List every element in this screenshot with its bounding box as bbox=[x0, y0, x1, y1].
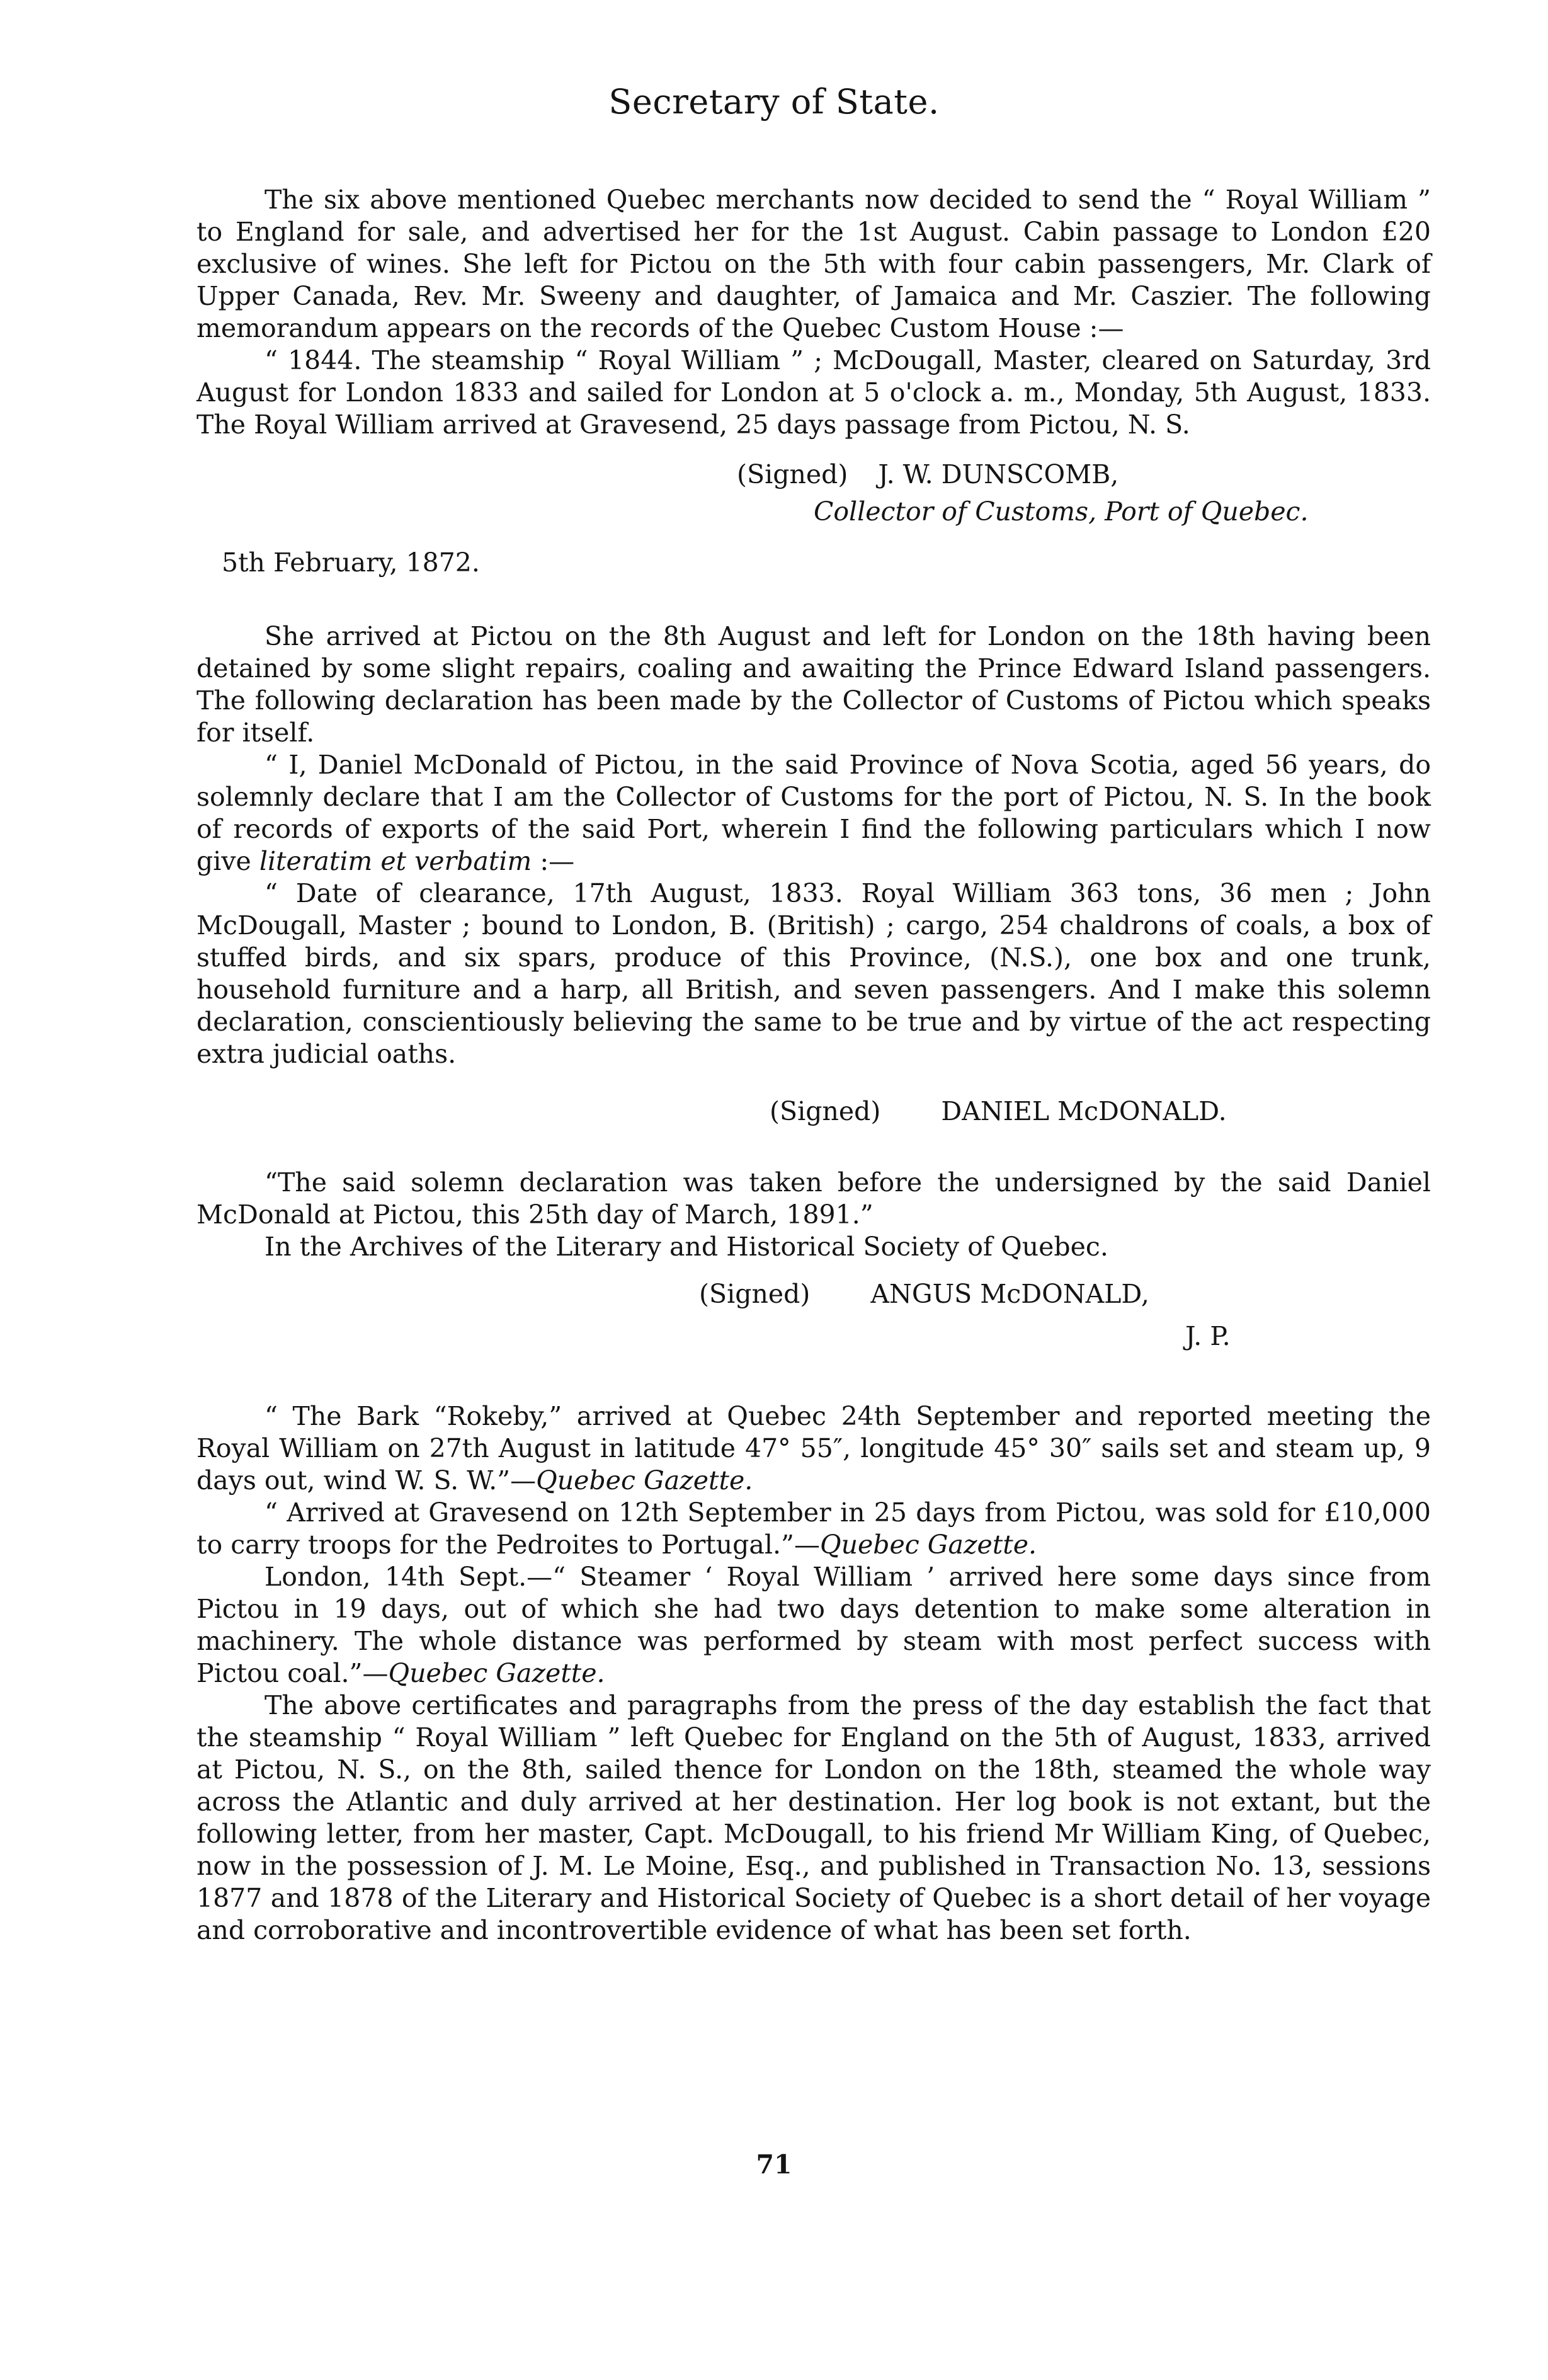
paragraph-pictou-arrival: She arrived at Pictou on the 8th August and left for London on the 18th having been detained by some slight repairs, coaling and awaiting the Prince Edward Island passengers. The following declaration has been made by the Collector of Customs of Pictou which speaks for itself. bbox=[196, 621, 1431, 748]
page-number: 71 bbox=[756, 2149, 792, 2180]
document-date: 5th February, 1872. bbox=[222, 547, 480, 578]
paragraph-london-report bbox=[196, 1561, 1431, 1690]
signature-angus-mcdonald bbox=[699, 1278, 1431, 1310]
paragraph-clearance-record: “ Date of clearance, 17th August, 1833. Royal William 363 tons, 36 men ; John McDougall, Master ; bound to London, B. (British) ; cargo, 254 chaldrons of coals, a box of stuffed birds, and six spars, produce of this Province, (N.S.), one box and one trunk, household furniture and a harp, all British, and seven passengers. And I make this solemn declaration, conscientiously believing the same to be true and by virtue of the act respecting extra judicial oaths. bbox=[196, 878, 1431, 1069]
signatory-title: Collector of Customs, Port of Quebec. bbox=[814, 496, 1309, 527]
paragraph-memorandum-1844: “ 1844. The steamship “ Royal William ” ; McDougall, Master, cleared on Saturday, 3rd August for London 1833 and sailed for London at 5 o'clock a. m., Monday, 5th August, 1833. The Royal William arrived at Gravesend, 25 days passage from Pictou, N. S. bbox=[196, 345, 1431, 440]
source-citation: Quebec Gazette. bbox=[536, 1465, 753, 1496]
source-citation: Quebec Gazette. bbox=[819, 1530, 1037, 1560]
declaration-latin-phrase: literatim et verbatim bbox=[259, 846, 532, 876]
declaration-end: :— bbox=[532, 846, 575, 876]
signature-daniel-mcdonald bbox=[770, 1096, 1431, 1128]
paragraph-conclusion: The above certificates and paragraphs from the press of the day establish the fact that the steamship “ Royal William ” left Quebec for England on the 5th of August, 1833, arrived at Pictou, N. S., on the 8th, sailed thence for London on the 18th, steamed the whole way across the Atlantic and duly arrived at her destination. Her log book is not extant, but the following letter, from her master, Capt. McDougall, to his friend Mr William King, of Quebec, now in the possession of J. M. Le Moine, Esq., and published in Transaction No. 13, sessions 1877 and 1878 of the Literary and Historical Society of Quebec is a short detail of her voyage and corroborative and incontrovertible evidence of what has been set forth. bbox=[196, 1690, 1431, 1945]
signatory-name: J. W. DUNSCOMB, bbox=[878, 459, 1119, 489]
paragraph-rokeby-report bbox=[196, 1400, 1431, 1497]
report-text: “ The Bark “Rokeby,” arrived at Quebec 24th September and reported meeting the Royal William on 27th August in latitude 47° 55″, longitude 45° 30″ sails set and steam up, 9 days out, wind W. S. W.”— bbox=[196, 1401, 1431, 1496]
paragraph-declaration bbox=[196, 749, 1431, 878]
body-text bbox=[196, 184, 1431, 1947]
report-text: “ Arrived at Gravesend on 12th September in 25 days from Pictou, was sold for £10,000 to carry troops for the Pedroites to Portugal.”— bbox=[196, 1497, 1431, 1560]
source-citation: Quebec Gazette. bbox=[388, 1658, 605, 1688]
signature-dunscomb bbox=[737, 459, 1431, 491]
report-text: London, 14th Sept.—“ Steamer ‘ Royal William ’ arrived here some days since from Pictou in 19 days, out of which she had two days detention to make some alteration in machinery. The whole distance was performed by steam with most perfect success with Pictou coal.”— bbox=[196, 1562, 1431, 1688]
signed-label: (Signed) bbox=[770, 1096, 881, 1126]
running-header: Secretary of State. bbox=[608, 82, 940, 122]
signatory-name: ANGUS McDONALD, bbox=[870, 1279, 1149, 1309]
signatory-title: J. P. bbox=[1185, 1321, 1231, 1351]
signed-label: (Signed) bbox=[737, 459, 848, 489]
signatory-name: DANIEL McDONALD. bbox=[941, 1096, 1227, 1126]
signed-label: (Signed) bbox=[699, 1279, 811, 1309]
paragraph-gravesend-sale bbox=[196, 1497, 1431, 1561]
declaration-text: “ I, Daniel McDonald of Pictou, in the said Province of Nova Scotia, aged 56 years, do solemnly declare that I am the Collector of Customs for the port of Pictou, N. S. In the book of records of exports of the said Port, wherein I find the following particulars which I now give bbox=[196, 750, 1431, 876]
paragraph-voyage-announcement: The six above mentioned Quebec merchants now decided to send the “ Royal William ” to England for sale, and advertised her for the 1st August. Cabin passage to London £20 exclusive of wines. She left for Pictou on the 5th with four cabin passengers, Mr. Clark of Upper Canada, Rev. Mr. Sweeny and daughter, of Jamaica and Mr. Caszier. The following memorandum appears on the records of the Quebec Custom House :— bbox=[196, 185, 1431, 343]
paragraph-archives-note: In the Archives of the Literary and Historical Society of Quebec. bbox=[265, 1232, 1108, 1262]
paragraph-solemn-declaration: “The said solemn declaration was taken before the undersigned by the said Daniel McDonald at Pictou, this 25th day of March, 1891.” bbox=[196, 1167, 1431, 1230]
